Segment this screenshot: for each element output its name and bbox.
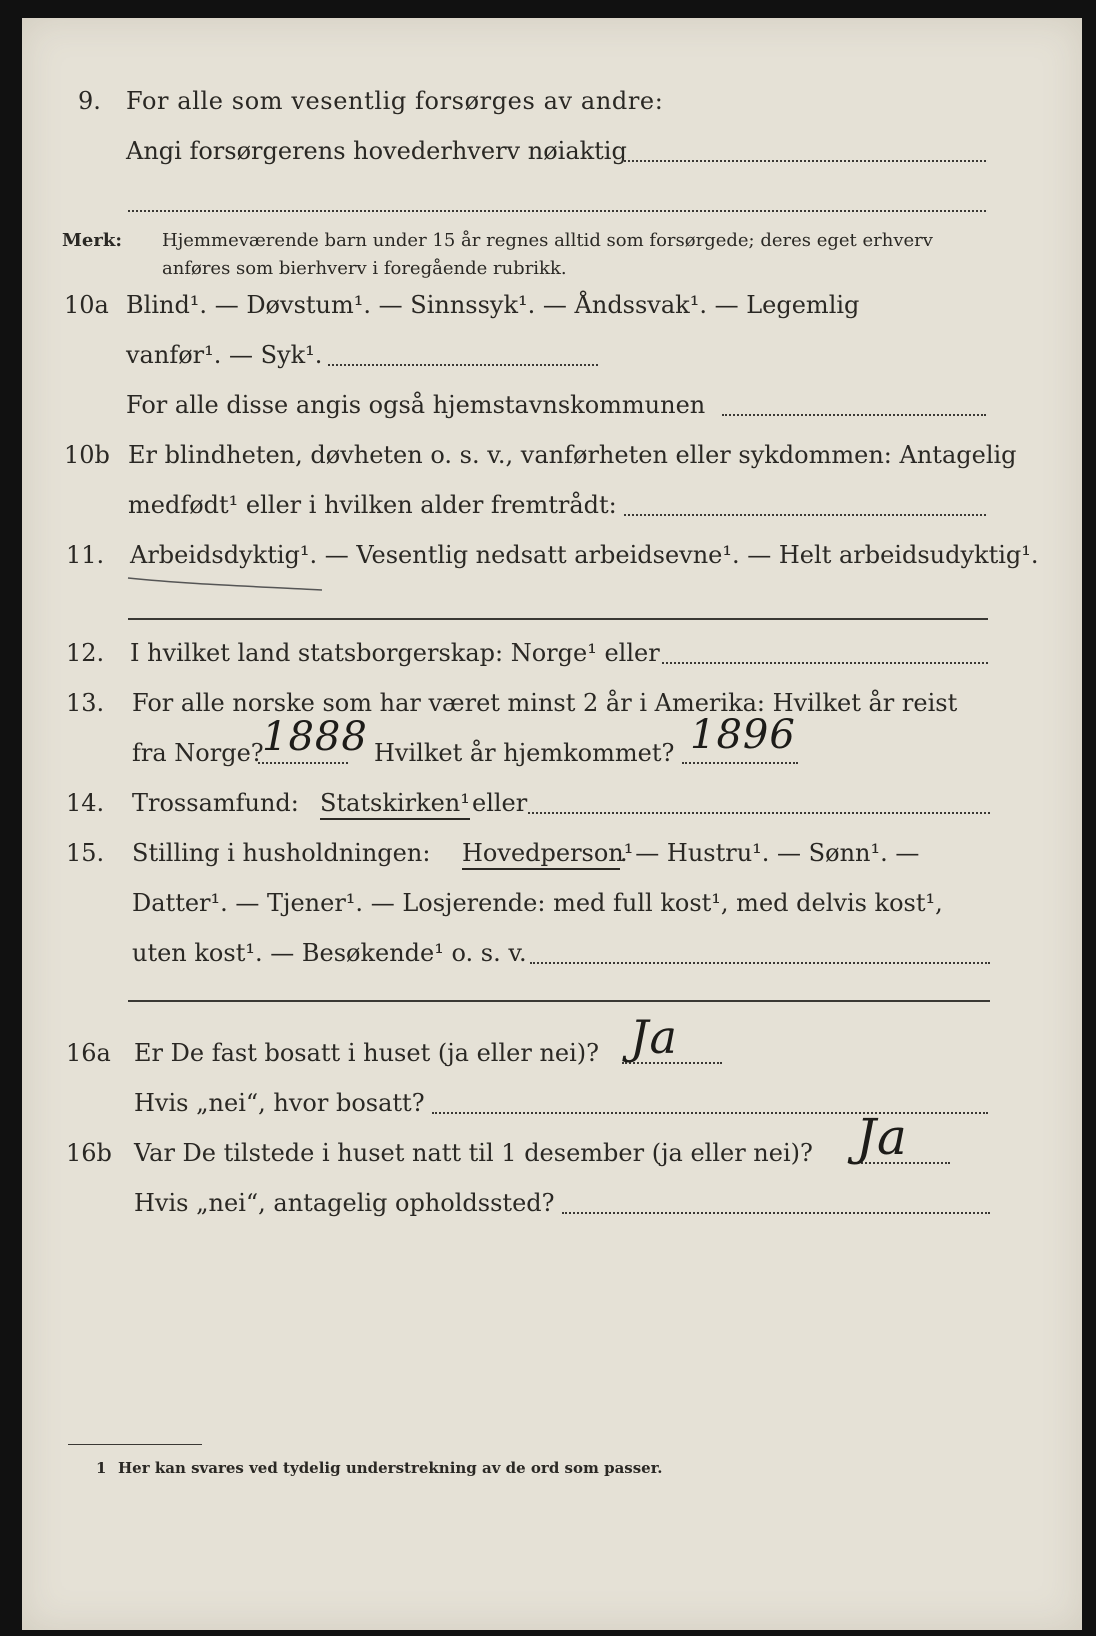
question-10b-number: 10b (64, 441, 110, 469)
question-15-line2: Datter¹. — Tjener¹. — Losjerende: med full kost¹, med delvis kost¹, (132, 889, 943, 917)
handwritten-underline-hovedperson (462, 868, 620, 870)
handwritten-year-emigrated: 1888 (262, 714, 368, 760)
question-16b-number: 16b (66, 1139, 112, 1167)
note-line2: anføres som bierhverv i foregående rubrikk. (162, 258, 567, 279)
question-9-line2: Angi forsørgerens hovederhverv nøiaktig (126, 137, 627, 165)
question-13-line1: For alle norske som har været minst 2 år i Amerika: Hvilket år reist (132, 689, 958, 717)
section-divider (128, 618, 988, 620)
answer-field-10a[interactable] (328, 364, 598, 366)
answer-field-13-out[interactable] (258, 762, 348, 764)
question-13-line2a: fra Norge? (132, 739, 264, 767)
question-12-number: 12. (66, 639, 105, 667)
footnote-rule (68, 1444, 202, 1445)
handwritten-underline-statskirken (320, 818, 470, 820)
question-16b-line1: Var De tilstede i huset natt til 1 desember (ja eller nei)? (134, 1139, 813, 1167)
question-9-line1: For alle som vesentlig forsørges av andre: (126, 87, 664, 115)
note-label: Merk: (62, 230, 122, 251)
question-10b-line2: medfødt¹ eller i hvilken alder fremtrådt: (128, 491, 617, 519)
answer-field-10a-home[interactable] (722, 414, 986, 416)
handwritten-answer-16a: Ja (630, 1010, 678, 1064)
question-10a-line1: Blind¹. — Døvstum¹. — Sinnssyk¹. — Åndssvak¹. — Legemlig (126, 291, 860, 319)
question-14-number: 14. (66, 789, 105, 817)
footnote-text: Her kan svares ved tydelig understrekning av de ord som passer. (118, 1459, 663, 1477)
question-13-line2b: Hvilket år hjemkommet? (374, 739, 675, 767)
question-14-label: Trossamfund: (132, 789, 299, 817)
answer-field-16b-where[interactable] (562, 1212, 990, 1214)
question-11-number: 11. (66, 541, 105, 569)
answer-field-15[interactable] (530, 962, 990, 964)
answer-field-10b[interactable] (624, 514, 986, 516)
handwritten-year-returned: 1896 (690, 712, 796, 758)
section-divider-2 (128, 1000, 990, 1002)
question-10a-line2: vanfør¹. — Syk¹. (126, 341, 323, 369)
question-10a-line3: For alle disse angis også hjemstavnskommunen (126, 391, 706, 419)
question-15-hovedperson: Hovedperson¹ (462, 839, 634, 867)
question-16a-line1: Er De fast bosatt i huset (ja eller nei)? (134, 1039, 600, 1067)
answer-field-14[interactable] (528, 812, 990, 814)
question-15-number: 15. (66, 839, 105, 867)
answer-field-9b[interactable] (128, 210, 986, 212)
question-12-line1: I hvilket land statsborgerskap: Norge¹ eller (130, 639, 660, 667)
question-15-label: Stilling i husholdningen: (132, 839, 431, 867)
answer-field-9[interactable] (624, 160, 986, 162)
census-form-page (22, 18, 1082, 1630)
pencil-mark-icon (126, 574, 326, 598)
question-11-line1: Arbeidsdyktig¹. — Vesentlig nedsatt arbeidsevne¹. — Helt arbeidsudyktig¹. (130, 541, 1039, 569)
question-10a-number: 10a (64, 291, 109, 319)
question-9-number: 9. (78, 87, 101, 115)
handwritten-answer-16b: Ja (856, 1108, 908, 1166)
question-16a-line2: Hvis „nei“, hvor bosatt? (134, 1089, 425, 1117)
note-line1: Hjemmeværende barn under 15 år regnes alltid som forsørgede; deres eget erhverv (162, 230, 933, 251)
answer-field-12[interactable] (662, 662, 988, 664)
question-14-statskirken: Statskirken¹ (320, 789, 470, 817)
question-10b-line1: Er blindheten, døvheten o. s. v., vanførheten eller sykdommen: Antagelig (128, 441, 1017, 469)
question-16b-line2: Hvis „nei“, antagelig opholdssted? (134, 1189, 555, 1217)
question-15-rest1: . — Hustru¹. — Sønn¹. — (620, 839, 920, 867)
footnote-mark: 1 (96, 1459, 107, 1477)
question-16a-number: 16a (66, 1039, 111, 1067)
question-14-rest: eller (472, 789, 528, 817)
question-15-line3: uten kost¹. — Besøkende¹ o. s. v. (132, 939, 527, 967)
answer-field-13-home[interactable] (682, 762, 798, 764)
question-13-number: 13. (66, 689, 105, 717)
